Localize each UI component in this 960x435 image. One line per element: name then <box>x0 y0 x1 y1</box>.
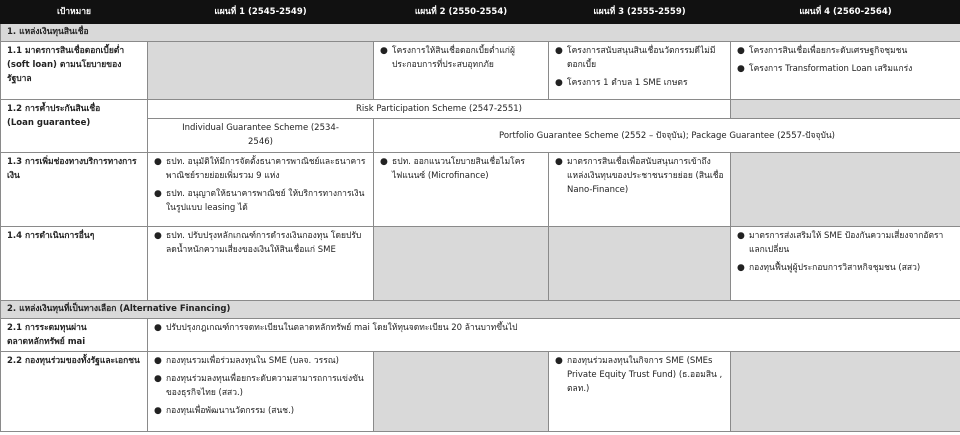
section-1-title: 1. แหล่งเงินทุนสินเชื่อ <box>1 24 960 42</box>
bullet-icon: ● <box>154 356 162 366</box>
row-1-4 <box>1 227 960 301</box>
bullet-item <box>735 44 956 58</box>
bullet-item <box>553 354 726 396</box>
row-1-2a <box>1 100 960 119</box>
row-1-2-label-line2: (Loan guarantee) <box>7 118 91 128</box>
row-1-1 <box>1 42 960 100</box>
bullet-text: ธปท. อนุญาตให้ธนาคารพาณิชย์ ให้บริการทางการเงินในรูปแบบ leasing ได้ <box>166 189 365 213</box>
bullet-list <box>735 44 956 76</box>
row-2-1 <box>1 319 960 352</box>
individual-guarantee-scheme: Individual Guarantee Scheme (2534-2546) <box>148 119 374 153</box>
header-plan-1: แผนที่ 1 (2545-2549) <box>148 1 374 24</box>
bullet-icon: ● <box>737 263 745 273</box>
row-1-2-label <box>1 100 148 153</box>
section-1-row <box>1 24 960 42</box>
row-1-1-plan-4 <box>731 42 960 100</box>
bullet-text: กองทุนร่วมลงทุนในกิจการ SME (SMEs Private Equity Trust Fund) (ธ.ออมสิน , ตลท.) <box>567 356 723 394</box>
row-2-2 <box>1 352 960 432</box>
row-2-2-label: 2.2 กองทุนร่วมของทั้งรัฐและเอกชน <box>1 352 148 432</box>
bullet-item <box>152 187 369 215</box>
row-1-1-plan-2 <box>374 42 549 100</box>
bullet-item <box>378 155 544 183</box>
bullet-text: ธปท. ออกแนวนโยบายสินเชื่อไมโครไฟแนนซ์ (Microfinance) <box>392 157 525 181</box>
row-1-3-plan-2 <box>374 153 549 227</box>
row-1-4-plan-4 <box>731 227 960 301</box>
row-1-1-label: 1.1 มาตรการสินเชื่อดอกเบี้ยต่ำ (soft loan) ตามนโยบายของรัฐบาล <box>1 42 148 100</box>
bullet-item <box>735 62 956 76</box>
bullet-icon: ● <box>555 356 563 366</box>
row-1-3-plan-1 <box>148 153 374 227</box>
row-2-1-text <box>148 319 960 352</box>
row-2-2-plan-3 <box>549 352 731 432</box>
bullet-icon: ● <box>380 46 388 56</box>
row-1-1-plan-1 <box>148 42 374 100</box>
bullet-item <box>152 155 369 183</box>
bullet-text: มาตรการส่งเสริมให้ SME ป้องกันความเสี่ยงจากอัตราแลกเปลี่ยน <box>749 231 944 255</box>
section-2-title: 2. แหล่งเงินทุนที่เป็นทางเลือก (Alternative Financing) <box>1 301 960 319</box>
risk-participation-scheme: Risk Participation Scheme (2547-2551) <box>148 100 731 119</box>
bullet-list <box>152 155 369 215</box>
bullet-icon: ● <box>154 406 162 416</box>
bullet-icon: ● <box>154 157 162 167</box>
row-2-1-label: 2.1 การระดมทุนผ่านตลาดหลักทรัพย์ mai <box>1 319 148 352</box>
bullet-icon: ● <box>154 374 162 384</box>
bullet-list <box>378 44 544 72</box>
bullet-item <box>152 321 956 335</box>
bullet-list <box>152 354 369 418</box>
header-plan-3: แผนที่ 3 (2555-2559) <box>549 1 731 24</box>
bullet-text: มาตรการสินเชื่อเพื่อสนับสนุนการเข้าถึงแหล่งเงินทุนของประชาชนรายย่อย (สินเชื่อ Nano-Finance) <box>567 157 724 195</box>
bullet-list <box>553 155 726 197</box>
row-1-1-plan-3 <box>549 42 731 100</box>
section-2-row <box>1 301 960 319</box>
bullet-icon: ● <box>555 78 563 88</box>
bullet-text: โครงการให้สินเชื่อดอกเบี้ยต่ำแก่ผู้ประกอบการที่ประสบอุทกภัย <box>392 46 515 70</box>
bullet-icon: ● <box>737 46 745 56</box>
header-plan-4: แผนที่ 4 (2560-2564) <box>731 1 960 24</box>
row-1-3-plan-3 <box>549 153 731 227</box>
bullet-icon: ● <box>154 323 162 333</box>
bullet-text: โครงการ 1 ตำบล 1 SME เกษตร <box>567 78 688 88</box>
bullet-text: โครงการสนับสนุนสินเชื่อนวัตกรรมดีไม่มีดอกเบี้ย <box>567 46 716 70</box>
bullet-icon: ● <box>380 157 388 167</box>
bullet-text: โครงการสินเชื่อเพื่อยกระดับเศรษฐกิจชุมชน <box>749 46 908 56</box>
bullet-item <box>553 155 726 197</box>
bullet-item <box>378 44 544 72</box>
bullet-text: ปรับปรุงกฎเกณฑ์การจดทะเบียนในตลาดหลักทรัพย์ mai โดยให้ทุนจดทะเบียน 20 ล้านบาทขึ้นไป <box>166 323 518 333</box>
bullet-item <box>553 44 726 72</box>
row-2-2-plan-4 <box>731 352 960 432</box>
bullet-text: โครงการ Transformation Loan เสริมแกร่ง <box>749 64 913 74</box>
row-1-2-label-line1: 1.2 การค้ำประกันสินเชื่อ <box>7 104 101 114</box>
bullet-icon: ● <box>555 46 563 56</box>
row-2-2-plan-1 <box>148 352 374 432</box>
header-row <box>1 1 960 24</box>
bullet-text: กองทุนร่วมลงทุนเพื่อยกระดับความสามารถการแข่งขันของธุรกิจไทย (สสว.) <box>166 374 364 398</box>
row-1-3-plan-4 <box>731 153 960 227</box>
row-1-4-label: 1.4 การดำเนินการอื่นๆ <box>1 227 148 301</box>
bullet-list <box>553 44 726 90</box>
bullet-list <box>152 229 369 257</box>
bullet-text: ธปท. ปรับปรุงหลักเกณฑ์การดำรงเงินกองทุน โดยปรับลดน้ำหนักความเสี่ยงของเงินให้สินเชื่อแก่ SME <box>166 231 362 255</box>
bullet-item <box>152 372 369 400</box>
bullet-text: กองทุนเพื่อพัฒนานวัตกรรม (สนช.) <box>166 406 295 416</box>
bullet-icon: ● <box>737 64 745 74</box>
bullet-list <box>378 155 544 183</box>
bullet-icon: ● <box>154 189 162 199</box>
bullet-item <box>152 404 369 418</box>
portfolio-guarantee-scheme: Portfolio Guarantee Scheme (2552 – ปัจจุบัน); Package Guarantee (2557-ปัจจุบัน) <box>374 119 960 153</box>
row-1-4-plan-3 <box>549 227 731 301</box>
row-1-4-plan-1 <box>148 227 374 301</box>
bullet-item <box>735 229 956 257</box>
bullet-list <box>735 229 956 275</box>
row-1-4-plan-2 <box>374 227 549 301</box>
row-2-2-plan-2 <box>374 352 549 432</box>
bullet-item <box>735 261 956 275</box>
bullet-text: กองทุนรวมเพื่อร่วมลงทุนใน SME (บลจ. วรรณ) <box>166 356 339 366</box>
bullet-item <box>152 354 369 368</box>
row-1-3-label: 1.3 การเพิ่มช่องทางบริการทางการเงิน <box>1 153 148 227</box>
bullet-icon: ● <box>154 231 162 241</box>
bullet-icon: ● <box>737 231 745 241</box>
header-plan-2: แผนที่ 2 (2550-2554) <box>374 1 549 24</box>
bullet-item <box>553 76 726 90</box>
bullet-text: กองทุนฟื้นฟูผู้ประกอบการวิสาหกิจชุมชน (สสว) <box>749 263 921 273</box>
bullet-item <box>152 229 369 257</box>
bullet-list <box>553 354 726 396</box>
bullet-text: ธปท. อนุมัติให้มีการจัดตั้งธนาคารพาณิชย์และธนาคารพาณิชย์รายย่อยเพิ่มรวม 9 แห่ง <box>166 157 366 181</box>
row-1-2-plan-4-blank <box>731 100 960 119</box>
row-1-3 <box>1 153 960 227</box>
bullet-list <box>152 321 956 335</box>
header-goal: เป้าหมาย <box>1 1 148 24</box>
bullet-icon: ● <box>555 157 563 167</box>
